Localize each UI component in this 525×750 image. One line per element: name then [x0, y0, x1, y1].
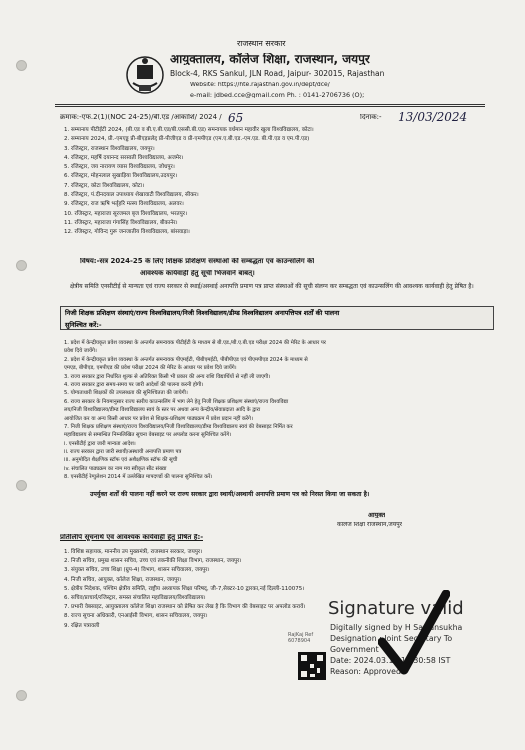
list-item: 9. रक्षित पत्रावली — [64, 622, 100, 629]
list-item: 8. राज्य सूचना अधिकारी, एनआईसी विभाग, शासन सचिवालय, जयपुर। — [64, 613, 208, 620]
subject-line-2: आवश्यक कार्यवाही हेतु सूची भिजवाने बाबत्। — [140, 270, 255, 277]
signature-reason: Reason: Approved — [330, 667, 401, 676]
list-item: 5. क्षेत्रीय निदेशक, पश्चिम क्षेत्रीय समिति, राष्ट्रीय अध्यापक शिक्षा परिषद्, जी-7,सेक्टर-10 द्वारका,नई दिल्ली-110075। — [64, 585, 305, 592]
list-item: 6. रजिस्ट्रार, मोहनलाल सुखाड़िया विश्वविद्यालय,उदयपुर। — [64, 173, 178, 180]
department-website: Website: https://hte.rajasthan.gov.in/dept/dce/ — [190, 82, 330, 88]
list-item: i. एनसीटीई द्वारा जारी मान्यता आदेश। — [64, 440, 136, 447]
list-item: 1. प्रदेश में केन्द्रीयकृत प्रवेश व्यवस्था के अन्तर्गत समन्वयक पीटीईटी के माध्यम से बी.एड./बी.ए.बी.एड परीक्षा 2024 की मेरिट के आधार पर — [64, 340, 326, 346]
list-item: प्रवेश दिये जायेंगे। — [64, 348, 97, 355]
list-item: 3. राज्य सरकार द्वारा निर्धारित शुल्क से अतिरिक्त किसी भी प्रकार की अन्य राशि विद्यार्थियों से नहीं ली जाएगी। — [64, 373, 271, 380]
punch-holes — [16, 60, 26, 700]
list-item: 2. निजी सचिव, प्रमुख शासन सचिव, उच्च एवं तकनीकी शिक्षा विभाग, राजस्थान, जयपुर। — [64, 558, 242, 565]
list-item: 4. रजिस्ट्रार, महर्षि दयानन्द सरस्वती विश्वविद्यालय, अजमेर। — [64, 154, 184, 161]
list-item: 9. रजिस्ट्रार, राज ऋषि भर्तृहरि मत्स्य विश्वविद्यालय, अलवर। — [64, 201, 184, 208]
list-item: 8. एनसीटीई रेग्युलेशन 2014 में उल्लेखित मापदण्डों की पालना सुनिश्चित करें। — [64, 474, 213, 481]
list-item: 11. रजिस्ट्रार, महाराजा गंगासिंह विश्वविद्यालय, बीकानेर। — [64, 219, 178, 226]
copies-heading: प्रतिलिपि सूचनार्थ एवं आवश्यक कार्यवाही हेतु प्रेषित है:- — [60, 534, 204, 541]
conditions-heading: निजी शिक्षक प्रशिक्षण संस्थाएं/राज्य विश्वविद्यालय/निजी विश्वविद्यालय/डीम्ड विश्वविद्यालय अनापत्तिपत्र शर्तों की पालना — [65, 309, 340, 317]
list-item: 7. रजिस्ट्रार, कोटा विश्वविद्यालय, कोटा। — [64, 182, 145, 189]
checkmark-icon — [378, 590, 450, 676]
list-item: 4. राज्य सरकार द्वारा समय-समय पर जारी आदेशों की पालना करनी होगी। — [64, 381, 204, 388]
signature-designation-2: Government — [330, 645, 379, 654]
handwritten-date: 13/03/2024 — [398, 110, 468, 124]
list-item: 1. सम्मानाय पीटीईटी 2024, (बी.एड व बी.ए.बी.एड/बी.एससी.बी.एड) समन्वयक वर्धमान महावीर खुला विश्वविद्यालय, कोटा। — [64, 127, 314, 133]
list-item: 2. सम्मानाय 2024, प्री.-एमएड्ड प्री-बीएड़प्रलेद्द प्री-पीजीएड व प्री-एमपीएड (एम.ए.बी.एड.-एम.एड. बी.पी.एड व एम.पी.एड) — [64, 136, 310, 143]
signatory-title: आयुक्त — [368, 512, 386, 519]
header-divider — [55, 104, 485, 105]
list-item: 5. योग्यताधारी शिक्षकों की उपलब्धता की सुनिश्चितता की जायेगी। — [64, 390, 188, 397]
list-item: ii. राज्य सरकार द्वारा जारी स्थायी/अस्थायी अनापत्ति प्रमाण पत्र — [64, 449, 182, 456]
list-item: 6. सचिव/प्राचार्य/रजिस्ट्रार, समस्त संचालित महाविद्यालय/विश्वविद्यालय। — [64, 594, 206, 601]
addressee-list — [64, 125, 484, 237]
list-item: 12. रजिस्ट्रार, गोविन्द गुरू जनजातीय विश्वविद्यालय, बांसवाड़ा। — [64, 229, 190, 236]
list-item: एमएड, बीपीएड, एमपीएड की प्रवेश परीक्षा 2024 की मेरिट के आधार पर प्रवेश दिये जायेंगे। — [64, 365, 237, 372]
signature-status: Signature valid — [328, 600, 464, 618]
signatory-office: कॉलेज शिक्षा राजस्थान,जयपुर — [337, 522, 403, 528]
handwritten-number: 65 — [228, 111, 244, 125]
list-item: 6. राज्य सरकार के नियमानुसार राज्य स्तरीय काउन्सलिंग में भाग लेने हेतु निजी शिक्षक प्रशिक्षण संस्थाएं/राज्य विश्वविद्या — [64, 398, 289, 405]
list-item: iii. अनुमोदित शैक्षणिक स्टॉफ एवं अशैक्षणिक स्टॉफ की सूची — [64, 457, 178, 464]
subject-line: विषय:-सत्र 2024-25 के लिए शिक्षक प्रशिक्षण संस्थाओं की सम्बद्धता एवं काउन्सलिंग की — [80, 258, 315, 265]
department-title: आयुक्तालय, कॉलेज शिक्षा, राजस्थान, जयपुर — [170, 53, 370, 65]
government-title: राजस्थान सरकार — [237, 40, 286, 48]
conditions-list — [64, 338, 490, 481]
list-item: 4. निजी सचिव, आयुक्त, कॉलेज शिक्षा, राजस्थान, जयपुर। — [64, 576, 182, 583]
intro-paragraph: क्षेत्रीय समिति एनसीटीई से मान्यता एवं राज्य सरकार से स्थाई/अस्थाई अनापत्ति प्रमाण पत्र प्राप्त संस्थाओं की सूची संलग्न कर सम्बद्धता एवं काउन्सलिंग की आवश्यक कार्यवाही हेतु प्रेषित है। — [70, 283, 474, 290]
list-item: लय/निजी विश्वविद्यालय/डीम्ड विश्वविद्यालय स्वयं के स्तर पर अथवा अन्य केन्द्रीय/सेवाप्रदाता आदि के द्वारा — [64, 407, 261, 414]
list-item: 7. निजी शिक्षक प्रशिक्षण संस्थाएं/राज्य विश्वविद्यालय/निजी विश्वविद्यालय/डीम्ड विश्वविद्यालय स्वयं की वेबसाइट निर्मित कर — [64, 423, 293, 430]
footnote: उपर्युक्त शर्तों की पालना नहीं करने पर राज्य सरकार द्वारा स्थायी/अस्थायी अनापत्ति प्रमाण पत्र को निरस्त किया जा सकता है। — [90, 491, 370, 498]
conditions-heading-2: सुनिश्चित करें:- — [65, 321, 102, 329]
list-item: आयोजित कर या अन्य किसी आधार पर प्रवेश से शिक्षक-प्रशिक्षण पाठ्यक्रम में प्रवेश प्रदान नहीं करेंगे। — [64, 415, 253, 422]
list-item: 8. रजिस्ट्रार, पं.दीनदयाल उपाध्याय शेखावाटी विश्वविद्यालय, सीकर। — [64, 192, 199, 199]
list-item: महाविद्यालय से सम्बन्धित निम्नलिखित सूचना वेबसाइट पर अपलोड करना सुनिश्चित करेंगे। — [64, 432, 232, 439]
qr-reference: RajKaj Ref 6078904 — [288, 632, 314, 644]
rajasthan-emblem-icon — [125, 55, 165, 97]
list-item: 2. प्रदेश में केन्द्रीयकृत प्रवेश व्यवस्था के अन्तर्गत समन्वयक पीएमईटी, पीबीएमईटी, पीबीपीएड एवं पीएमपीएड 2024 के माध्यम से — [64, 356, 308, 363]
signature-date: Date: 2024.03.13 16:30:58 IST — [330, 656, 451, 665]
list-item: 3. संयुक्त सचिव, उच्च शिक्षा (ग्रुप-4) विभाग, शासन सचिवालय, जयपुर। — [64, 567, 210, 574]
reference-number: क्रमांक:-एफ.2(1)(NOC 24-25)/बी.एड /आकाशि/ 2024 / — [60, 114, 222, 121]
date-label: दिनांक:- — [360, 114, 382, 121]
header-divider-2 — [55, 106, 485, 107]
qr-code-icon — [298, 652, 326, 680]
department-address: Block-4, RKS Sankul, JLN Road, Jaipur- 302015, Rajasthan — [170, 70, 385, 78]
list-item: 1. विशिष्ठ सहायक, माननीय उप मुख्यमंत्री, राजस्थान सरकार, जयपुर। — [64, 549, 203, 555]
list-item: 10. रजिस्ट्रार, महाराजा सूरजमल बृज विश्वविद्यालय, भरतपुर। — [64, 210, 188, 217]
list-item: 5. रजिस्ट्रार, जय नारायण व्यास विश्वविद्यालय, जोधपुर। — [64, 164, 175, 171]
department-email: e-mail: jdbed.cce@gmail.com Ph. : 0141-2706736 (O); — [190, 92, 365, 99]
signature-designation: Designation : Joint Secretary To — [330, 634, 453, 643]
list-item: 3. रजिस्ट्रार, राजस्थान विश्वविद्यालय, जयपुर। — [64, 145, 155, 152]
list-item: iv. संचालित पाठ्यक्रम का नाम मय स्वीकृत सीट संख्या — [64, 465, 167, 472]
conditions-heading-box — [60, 306, 494, 330]
list-item: 7. प्रभारी वेबसाइट, आयुक्तालय कॉलेज शिक्षा राजस्थान को प्रेषित कर लेख है कि विभाग की वेबसाइट पर अपलोड करावें। — [64, 604, 306, 611]
signature-signer: Digitally signed by H Sawansukha — [330, 623, 463, 632]
